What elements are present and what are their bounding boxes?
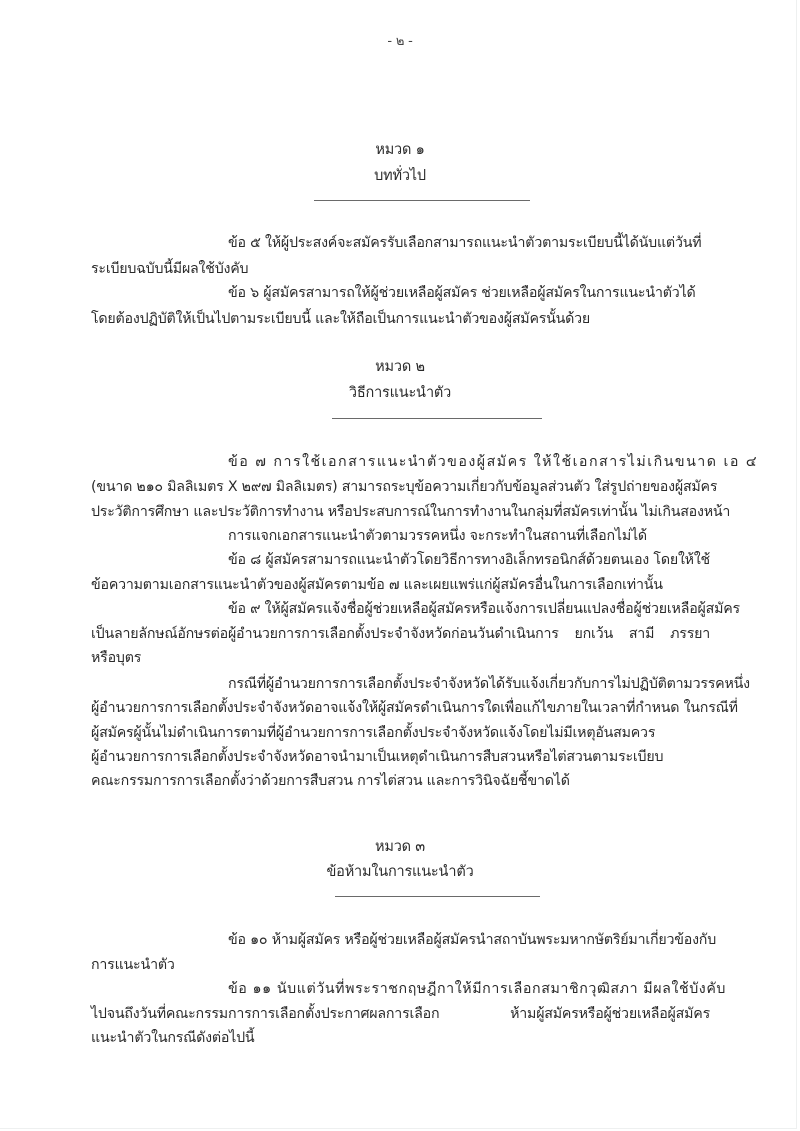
chapter-2-title: หมวด ๒ bbox=[375, 359, 425, 375]
paragraph-line: หรือบุตร bbox=[91, 650, 142, 666]
paragraph-line: ประวัติการศึกษา และประวัติการทำงาน หรือประสบการณ์ในการทำงานในกลุ่มที่สมัครเท่านั้น ไม่เกินสองหน้า bbox=[91, 504, 731, 520]
paragraph-line: ข้อ ๑๐ ห้ามผู้สมัคร หรือผู้ช่วยเหลือผู้สมัครนำสถาบันพระมหากษัตริย์มาเกี่ยวข้องกับ bbox=[228, 932, 717, 948]
paragraph-line: การแนะนำตัว bbox=[91, 957, 175, 973]
paragraph-line: การแจกเอกสารแนะนำตัวตามวรรคหนึ่ง จะกระทำในสถานที่เลือกไม่ได้ bbox=[228, 528, 647, 544]
paragraph-line: ข้อความตามเอกสารแนะนำตัวของผู้สมัครตามข้อ ๗ และเผยแพร่แก่ผู้สมัครอื่นในการเลือกเท่านั้น bbox=[91, 577, 663, 593]
chapter-3-subtitle: ข้อห้ามในการแนะนำตัว bbox=[326, 864, 474, 880]
paragraph-line: (ขนาด ๒๑๐ มิลลิเมตร X ๒๙๗ มิลลิเมตร) สามารถระบุข้อความเกี่ยวกับข้อมูลส่วนตัว ใส่รูปถ่ายของผู้สมัคร bbox=[91, 479, 718, 495]
paragraph-line: โดยต้องปฏิบัติให้เป็นไปตามระเบียบนี้ และให้ถือเป็นการแนะนำตัวของผู้สมัครนั้นด้วย bbox=[91, 311, 591, 327]
paragraph-line: กรณีที่ผู้อำนวยการการเลือกตั้งประจำจังหวัดได้รับแจ้งเกี่ยวกับการไม่ปฏิบัติตามวรรคหนึ่ง bbox=[228, 676, 750, 692]
paragraph-line: ข้อ ๗ การใช้เอกสารแนะนำตัวของผู้สมัคร ให้ใช้เอกสารไม่เกินขนาด เอ ๔ bbox=[228, 454, 759, 470]
paragraph-line: ผู้อำนวยการการเลือกตั้งประจำจังหวัดอาจนำมาเป็นเหตุดำเนินการสืบสวนหรือไต่สวนตามระเบียบ bbox=[91, 749, 664, 765]
chapter-2-divider bbox=[332, 418, 542, 419]
page-number: - ๒ - bbox=[387, 34, 413, 49]
paragraph-line: คณะกรรมการการเลือกตั้งว่าด้วยการสืบสวน การไต่สวน และการวินิจฉัยชี้ขาดได้ bbox=[91, 773, 570, 789]
paragraph-line: ข้อ ๙ ให้ผู้สมัครแจ้งชื่อผู้ช่วยเหลือผู้สมัครหรือแจ้งการเปลี่ยนแปลงชื่อผู้ช่วยเหลือผู้สมัคร bbox=[228, 601, 740, 617]
chapter-3-divider bbox=[335, 896, 540, 897]
paragraph-line: ข้อ ๖ ผู้สมัครสามารถให้ผู้ช่วยเหลือผู้สมัคร ช่วยเหลือผู้สมัครในการแนะนำตัวได้ bbox=[228, 285, 696, 301]
chapter-1-divider bbox=[314, 200, 530, 201]
paragraph-line: ไปจนถึงวันที่คณะกรรมการการเลือกตั้งประกาศผลการเลือก ห้ามผู้สมัครหรือผู้ช่วยเหลือผู้สมัคร bbox=[91, 1006, 710, 1022]
chapter-2-subtitle: วิธีการแนะนำตัว bbox=[348, 385, 452, 401]
paragraph-line: ข้อ ๑๑ นับแต่วันที่พระราชกฤษฎีกาให้มีการเลือกสมาชิกวุฒิสภา มีผลใช้บังคับ bbox=[228, 981, 727, 997]
paragraph-line: เป็นลายลักษณ์อักษรต่อผู้อำนวยการการเลือกตั้งประจำจังหวัดก่อนวันดำเนินการ ยกเว้น สามี ภรรยา bbox=[91, 626, 710, 642]
paragraph-line: แนะนำตัวในกรณีดังต่อไปนี้ bbox=[91, 1030, 255, 1046]
paragraph-line: ผู้อำนวยการการเลือกตั้งประจำจังหวัดอาจแจ้งให้ผู้สมัครดำเนินการใดเพื่อแก้ไขภายในเวลาที่กำหนด ในกรณีที่ bbox=[91, 700, 738, 716]
paragraph-line: ข้อ ๘ ผู้สมัครสามารถแนะนำตัวโดยวิธีการทางอิเล็กทรอนิกส์ด้วยตนเอง โดยให้ใช้ bbox=[228, 552, 710, 568]
chapter-3-title: หมวด ๓ bbox=[375, 839, 425, 855]
paragraph-line: ผู้สมัครผู้นั้นไม่ดำเนินการตามที่ผู้อำนวยการการเลือกตั้งประจำจังหวัดแจ้งโดยไม่มีเหตุอันสมควร bbox=[91, 725, 656, 741]
chapter-1-subtitle: บททั่วไป bbox=[374, 168, 426, 184]
chapter-1-title: หมวด ๑ bbox=[375, 142, 425, 158]
paragraph-line: ข้อ ๕ ให้ผู้ประสงค์จะสมัครรับเลือกสามารถแนะนำตัวตามระเบียบนี้ได้นับแต่วันที่ bbox=[228, 235, 702, 251]
paragraph-line: ระเบียบฉบับนี้มีผลใช้บังคับ bbox=[91, 261, 249, 277]
